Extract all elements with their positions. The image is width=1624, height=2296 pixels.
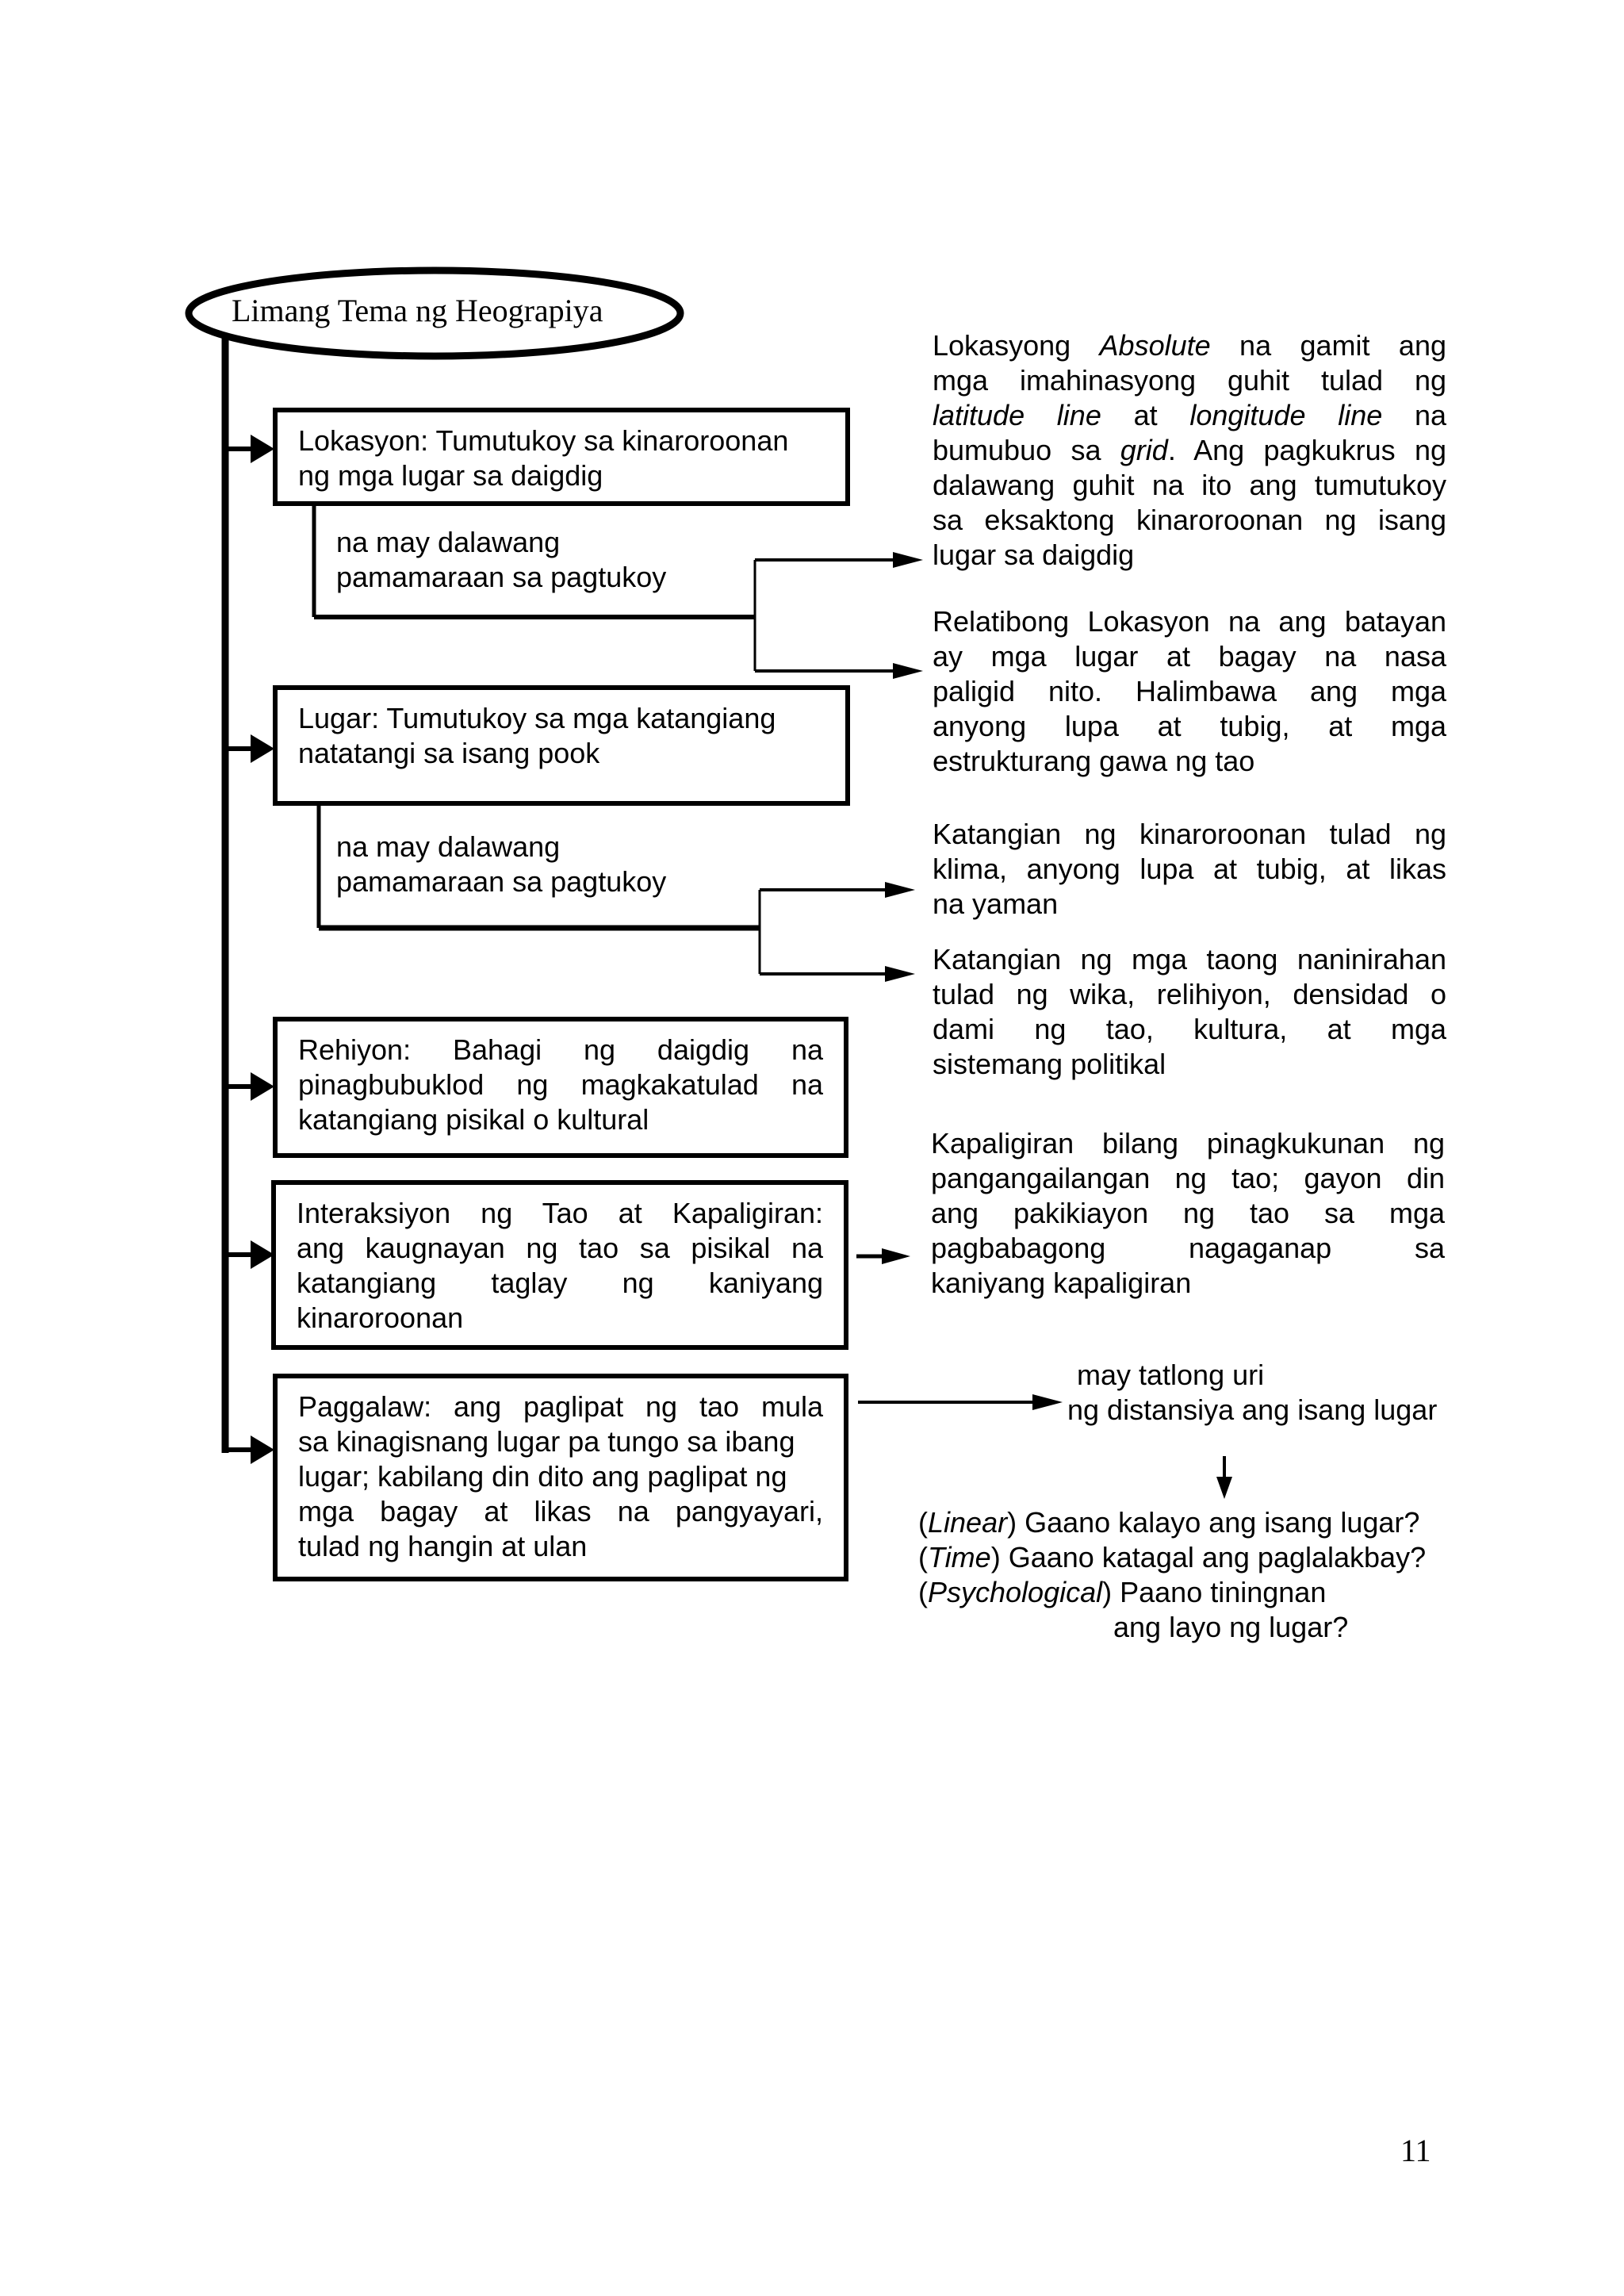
relatibo-line-5: estrukturang gawa ng tao — [933, 745, 1255, 777]
relatibo-line-2: ay mga lugar at bagay na nasa — [933, 640, 1446, 673]
distance-down-arrow — [1216, 1456, 1232, 1499]
desc-katangian-tao — [933, 942, 1446, 1082]
absolute-line-1: Lokasyong Absolute na gamit ang — [933, 329, 1446, 362]
page-number: 11 — [1400, 2133, 1431, 2168]
absolute-line-5: dalawang guhit na ito ang tumutukoy — [933, 469, 1446, 501]
kapaligiran-line-3: ang pakikiayon ng tao sa mga — [931, 1197, 1445, 1229]
lokasyon-line-1: Lokasyon: Tumutukoy sa kinaroroonan — [298, 424, 789, 457]
rehiyon-line-3: katangiang pisikal o kultural — [298, 1103, 649, 1136]
distance-heading-line-2: ng distansiya ang isang lugar — [1067, 1393, 1438, 1426]
paggalaw-line-5: tulad ng hangin at ulan — [298, 1530, 588, 1562]
relatibo-line-3: paligid nito. Halimbawa ang mga — [933, 675, 1446, 707]
relatibo-line-1: Relatibong Lokasyon na ang batayan — [933, 605, 1446, 638]
absolute-line-6: sa eksaktong kinaroroonan ng isang — [933, 504, 1446, 536]
theme-box-interaksiyon — [271, 1180, 848, 1350]
paggalaw-line-1: Paggalaw: ang paglipat ng tao mula — [298, 1390, 823, 1423]
distance-types — [918, 1505, 1426, 1610]
kinaroroonan-line-1: Katangian ng kinaroroonan tulad ng — [933, 818, 1446, 850]
lokasyon-line-2: ng mga lugar sa daigdig — [298, 459, 603, 492]
relatibo-line-4: anyong lupa at tubig, at mga — [933, 710, 1446, 742]
diagram-title: Limang Tema ng Heograpiya — [232, 293, 603, 328]
distance-heading-line-1: may tatlong uri — [1077, 1359, 1265, 1391]
tao-line-4: sistemang politikal — [933, 1048, 1166, 1080]
rehiyon-line-1: Rehiyon: Bahagi ng daigdig na — [298, 1033, 823, 1066]
tao-line-1: Katangian ng mga taong naninirahan — [933, 943, 1446, 976]
theme-box-lugar — [273, 685, 850, 806]
distance-type-time: (Time) Gaano katagal ang paglalakbay? — [918, 1541, 1427, 1573]
absolute-line-7: lugar sa daigdig — [933, 539, 1135, 571]
absolute-line-3: latitude line at longitude line na — [933, 399, 1447, 431]
trunk-arrows — [225, 435, 274, 1464]
lokasyon-sub-text — [336, 525, 666, 595]
theme-box-rehiyon — [273, 1017, 848, 1158]
lugar-sub-line-1: na may dalawang — [336, 830, 561, 863]
lugar-line-1: Lugar: Tumutukoy sa mga katangiang — [298, 702, 776, 734]
tao-line-2: tulad ng wika, relihiyon, densidad o — [933, 978, 1446, 1010]
desc-katangian-kinaroroonan — [933, 817, 1446, 922]
distance-last-line: ang layo ng lugar? — [1113, 1611, 1349, 1643]
interaksiyon-line-2: ang kaugnayan ng tao sa pisikal na — [297, 1232, 823, 1264]
desc-relatibong-lokasyon — [933, 604, 1446, 779]
paggalaw-line-3: lugar; kabilang din dito ang paglipat ng — [298, 1460, 787, 1493]
kapaligiran-line-1: Kapaligiran bilang pinagkukunan ng — [931, 1127, 1445, 1159]
distance-type-linear: (Linear) Gaano kalayo ang isang lugar? — [918, 1506, 1420, 1539]
kapaligiran-line-5: kaniyang kapaligiran — [931, 1267, 1192, 1299]
interaksiyon-line-3: katangiang taglay ng kaniyang — [297, 1267, 823, 1299]
lokasyon-sub-line-1: na may dalawang — [336, 526, 561, 558]
lugar-sub-text — [336, 830, 666, 899]
interaksiyon-arrow — [856, 1248, 910, 1264]
paggalaw-line-2: sa kinagisnang lugar pa tungo sa ibang — [298, 1425, 795, 1458]
lokasyon-sub-line-2: pamamaraan sa pagtukoy — [336, 561, 667, 593]
desc-kapaligiran — [931, 1126, 1445, 1301]
desc-lokasyong-absolute — [933, 328, 1446, 573]
distance-type-psychological: (Psychological) Paano tiningnan — [918, 1576, 1327, 1608]
rehiyon-line-2: pinagbubuklod ng magkakatulad na — [298, 1068, 823, 1101]
absolute-line-2: mga imahinasyong guhit tulad ng — [933, 364, 1446, 397]
tao-line-3: dami ng tao, kultura, at mga — [933, 1013, 1446, 1045]
kinaroroonan-line-2: klima, anyong lupa at tubig, at likas — [933, 853, 1446, 885]
kapaligiran-line-4: pagbabagong nagaganap sa — [931, 1232, 1445, 1264]
kapaligiran-line-2: pangangailangan ng tao; gayon din — [931, 1162, 1445, 1194]
absolute-line-4: bumubuo sa grid. Ang pagkukrus ng — [933, 434, 1446, 466]
lugar-sub-line-2: pamamaraan sa pagtukoy — [336, 865, 667, 898]
interaksiyon-line-1: Interaksiyon ng Tao at Kapaligiran: — [297, 1197, 823, 1229]
paggalaw-line-4: mga bagay at likas na pangyayari, — [298, 1495, 823, 1527]
interaksiyon-line-4: kinaroroonan — [297, 1301, 464, 1334]
theme-box-lokasyon — [273, 408, 850, 506]
lugar-line-2: natatangi sa isang pook — [298, 737, 600, 769]
theme-box-paggalaw — [273, 1374, 848, 1581]
paggalaw-arrow — [858, 1394, 1063, 1410]
kinaroroonan-line-3: na yaman — [933, 887, 1059, 920]
